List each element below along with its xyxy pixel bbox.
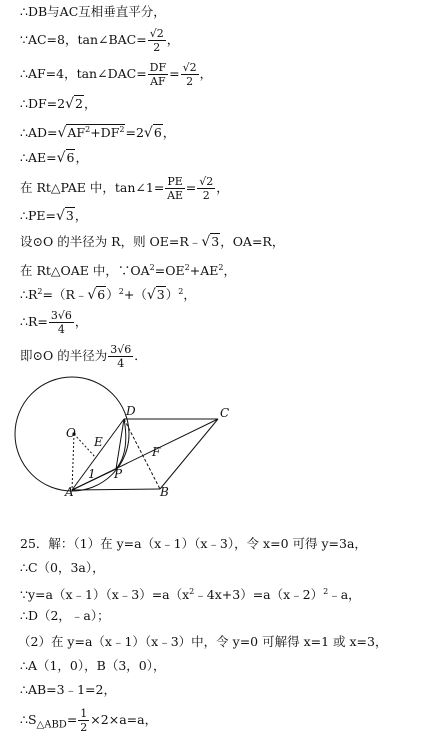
text: （2）在 y=a（x﹣1）（x﹣3）中，令 y=0 可解得 x=1 或 x=3， [18,634,388,649]
text: ∴AD= [20,125,58,141]
label-c: C [220,406,230,420]
fraction [148,62,168,87]
denominator: 2 [80,721,88,734]
label-b: B [160,485,169,498]
numerator: PE [167,175,183,188]
fraction [181,62,199,87]
line-17 [20,608,110,624]
line-5 [20,122,175,141]
text: +（ [123,287,147,303]
denominator: 2 [202,189,210,202]
radicand: 2 [75,96,83,111]
exponent: 2 [118,287,124,296]
text: ∴AE= [20,150,57,165]
line-1 [20,4,166,20]
text: ， [183,287,196,303]
segment-cb [160,419,218,489]
segment-pd [116,419,124,469]
text: ∴R [20,287,38,303]
text: ∴A（1，0），B（3，0）， [20,658,166,673]
label-o: O [66,426,76,440]
radicand: 3 [156,287,165,303]
exponent: 2 [218,263,224,272]
denominator: 4 [57,323,65,336]
fraction [49,310,74,335]
fraction [78,708,89,733]
text: 在 Rt△PAE 中，tan∠1= [20,180,165,195]
radicand: AF [67,125,86,141]
text: 在 Rt△OAE 中，∵OA [20,263,150,279]
text: ∵y=a（x﹣1）（x﹣3）=a（x [20,587,190,603]
exponent: 2 [149,263,155,272]
text: ∴AB=3﹣1=2， [20,682,116,697]
denominator: AE [167,189,184,202]
exponent: 2 [178,287,184,296]
radicand: 6 [153,125,162,141]
line-21 [20,708,157,734]
numerator: DF [149,61,167,74]
numerator: √2 [149,27,164,40]
text: ， [75,150,88,165]
radical: √3 [201,234,220,250]
text: ， [216,180,229,195]
text: ） [106,287,119,303]
text: +AE [189,263,219,279]
line-7 [20,176,229,201]
radical: √3 [146,287,165,304]
line-15 [20,560,105,576]
exponent: 2 [85,125,91,134]
text: ， [74,208,88,223]
denominator: 2 [153,41,161,54]
line-4 [20,96,96,112]
radicand: 6 [66,150,75,165]
fraction [165,176,184,201]
subscript: △ABD [36,719,67,731]
text: ∵AC=8，tan∠BAC= [20,32,147,47]
numerator: √2 [199,175,214,188]
text: ∴DF=2 [20,96,66,111]
radicand: +DF [90,125,120,141]
label-angle-1: 1 [88,467,96,481]
exponent: 2 [184,263,190,272]
text: ， [199,66,213,81]
text: 即⊙O 的半径为 [20,348,108,363]
label-e: E [94,435,103,449]
line-11 [20,284,196,303]
text: =OE [154,263,185,279]
geometry-figure [14,372,230,498]
segment-oe [74,434,96,458]
text: ×2×a=a， [90,712,158,727]
text: =（R﹣ [42,287,88,303]
numerator: 3√6 [110,343,132,356]
text: = [169,66,180,81]
line-19 [20,658,165,674]
text: 25．解：（1）在 y=a（x﹣1）（x﹣3），令 x=0 可得 y=3a， [20,536,367,551]
radical: √6 [56,150,75,166]
numerator: 1 [80,707,88,720]
radical: √2 [65,96,83,112]
line-8 [20,208,87,224]
exponent: 2 [119,125,125,134]
radicand: 3 [211,234,220,249]
fraction [108,344,133,369]
label-f: F [152,445,161,459]
line-6 [20,150,88,166]
label-p: P [114,467,123,481]
text: ∴D（2，﹣a）； [20,608,110,623]
segment-oa [72,434,74,490]
line-18 [18,634,387,650]
text: ， [166,32,180,47]
text: ， [162,125,176,141]
text: ∴AF=4，tan∠DAC= [20,66,147,81]
line-13 [20,344,147,369]
radical: $√AF^2+DF^2$ [57,125,125,142]
text: ∴PE= [20,208,56,223]
text: ∴C（0，3a）， [20,560,105,575]
text: ． [134,348,147,363]
denominator: 4 [117,357,125,370]
text: ， [83,96,97,111]
line-10 [20,260,236,279]
text: ﹣a， [328,587,361,603]
line-12 [20,310,87,335]
fraction [148,28,166,53]
text: ，OA=R， [220,234,285,249]
text: ∴R= [20,314,48,329]
label-d: D [126,404,136,418]
text: = [66,712,78,727]
line-2 [20,28,179,53]
label-a: A [65,485,74,498]
denominator: AF [150,75,166,88]
numerator: 3√6 [50,309,72,322]
text: =2 [125,125,144,141]
numerator: √2 [182,61,197,74]
radicand: 6 [97,287,106,303]
text: = [185,180,197,195]
radical: √3 [55,208,74,224]
line-3 [20,62,212,87]
radicand: 3 [65,208,74,223]
denominator: 2 [186,75,194,88]
exponent: 2 [37,287,43,296]
text: 设⊙O 的半径为 R，则 OE=R﹣ [20,234,202,249]
exponent: 2 [189,587,195,596]
radical: √6 [143,125,162,142]
line-9 [20,234,284,250]
line-14 [20,536,367,552]
line-20 [20,682,116,698]
text: ， [74,314,88,329]
text: ∴DB与AC互相垂直平分， [20,4,166,19]
text: ∴S [20,712,37,727]
text: ， [223,263,236,279]
exponent: 2 [323,587,329,596]
text: ） [165,287,179,303]
text: ﹣4x+3）=a（x﹣2） [194,587,324,603]
radical: √6 [87,287,106,304]
line-16 [20,584,361,603]
fraction [197,176,215,201]
